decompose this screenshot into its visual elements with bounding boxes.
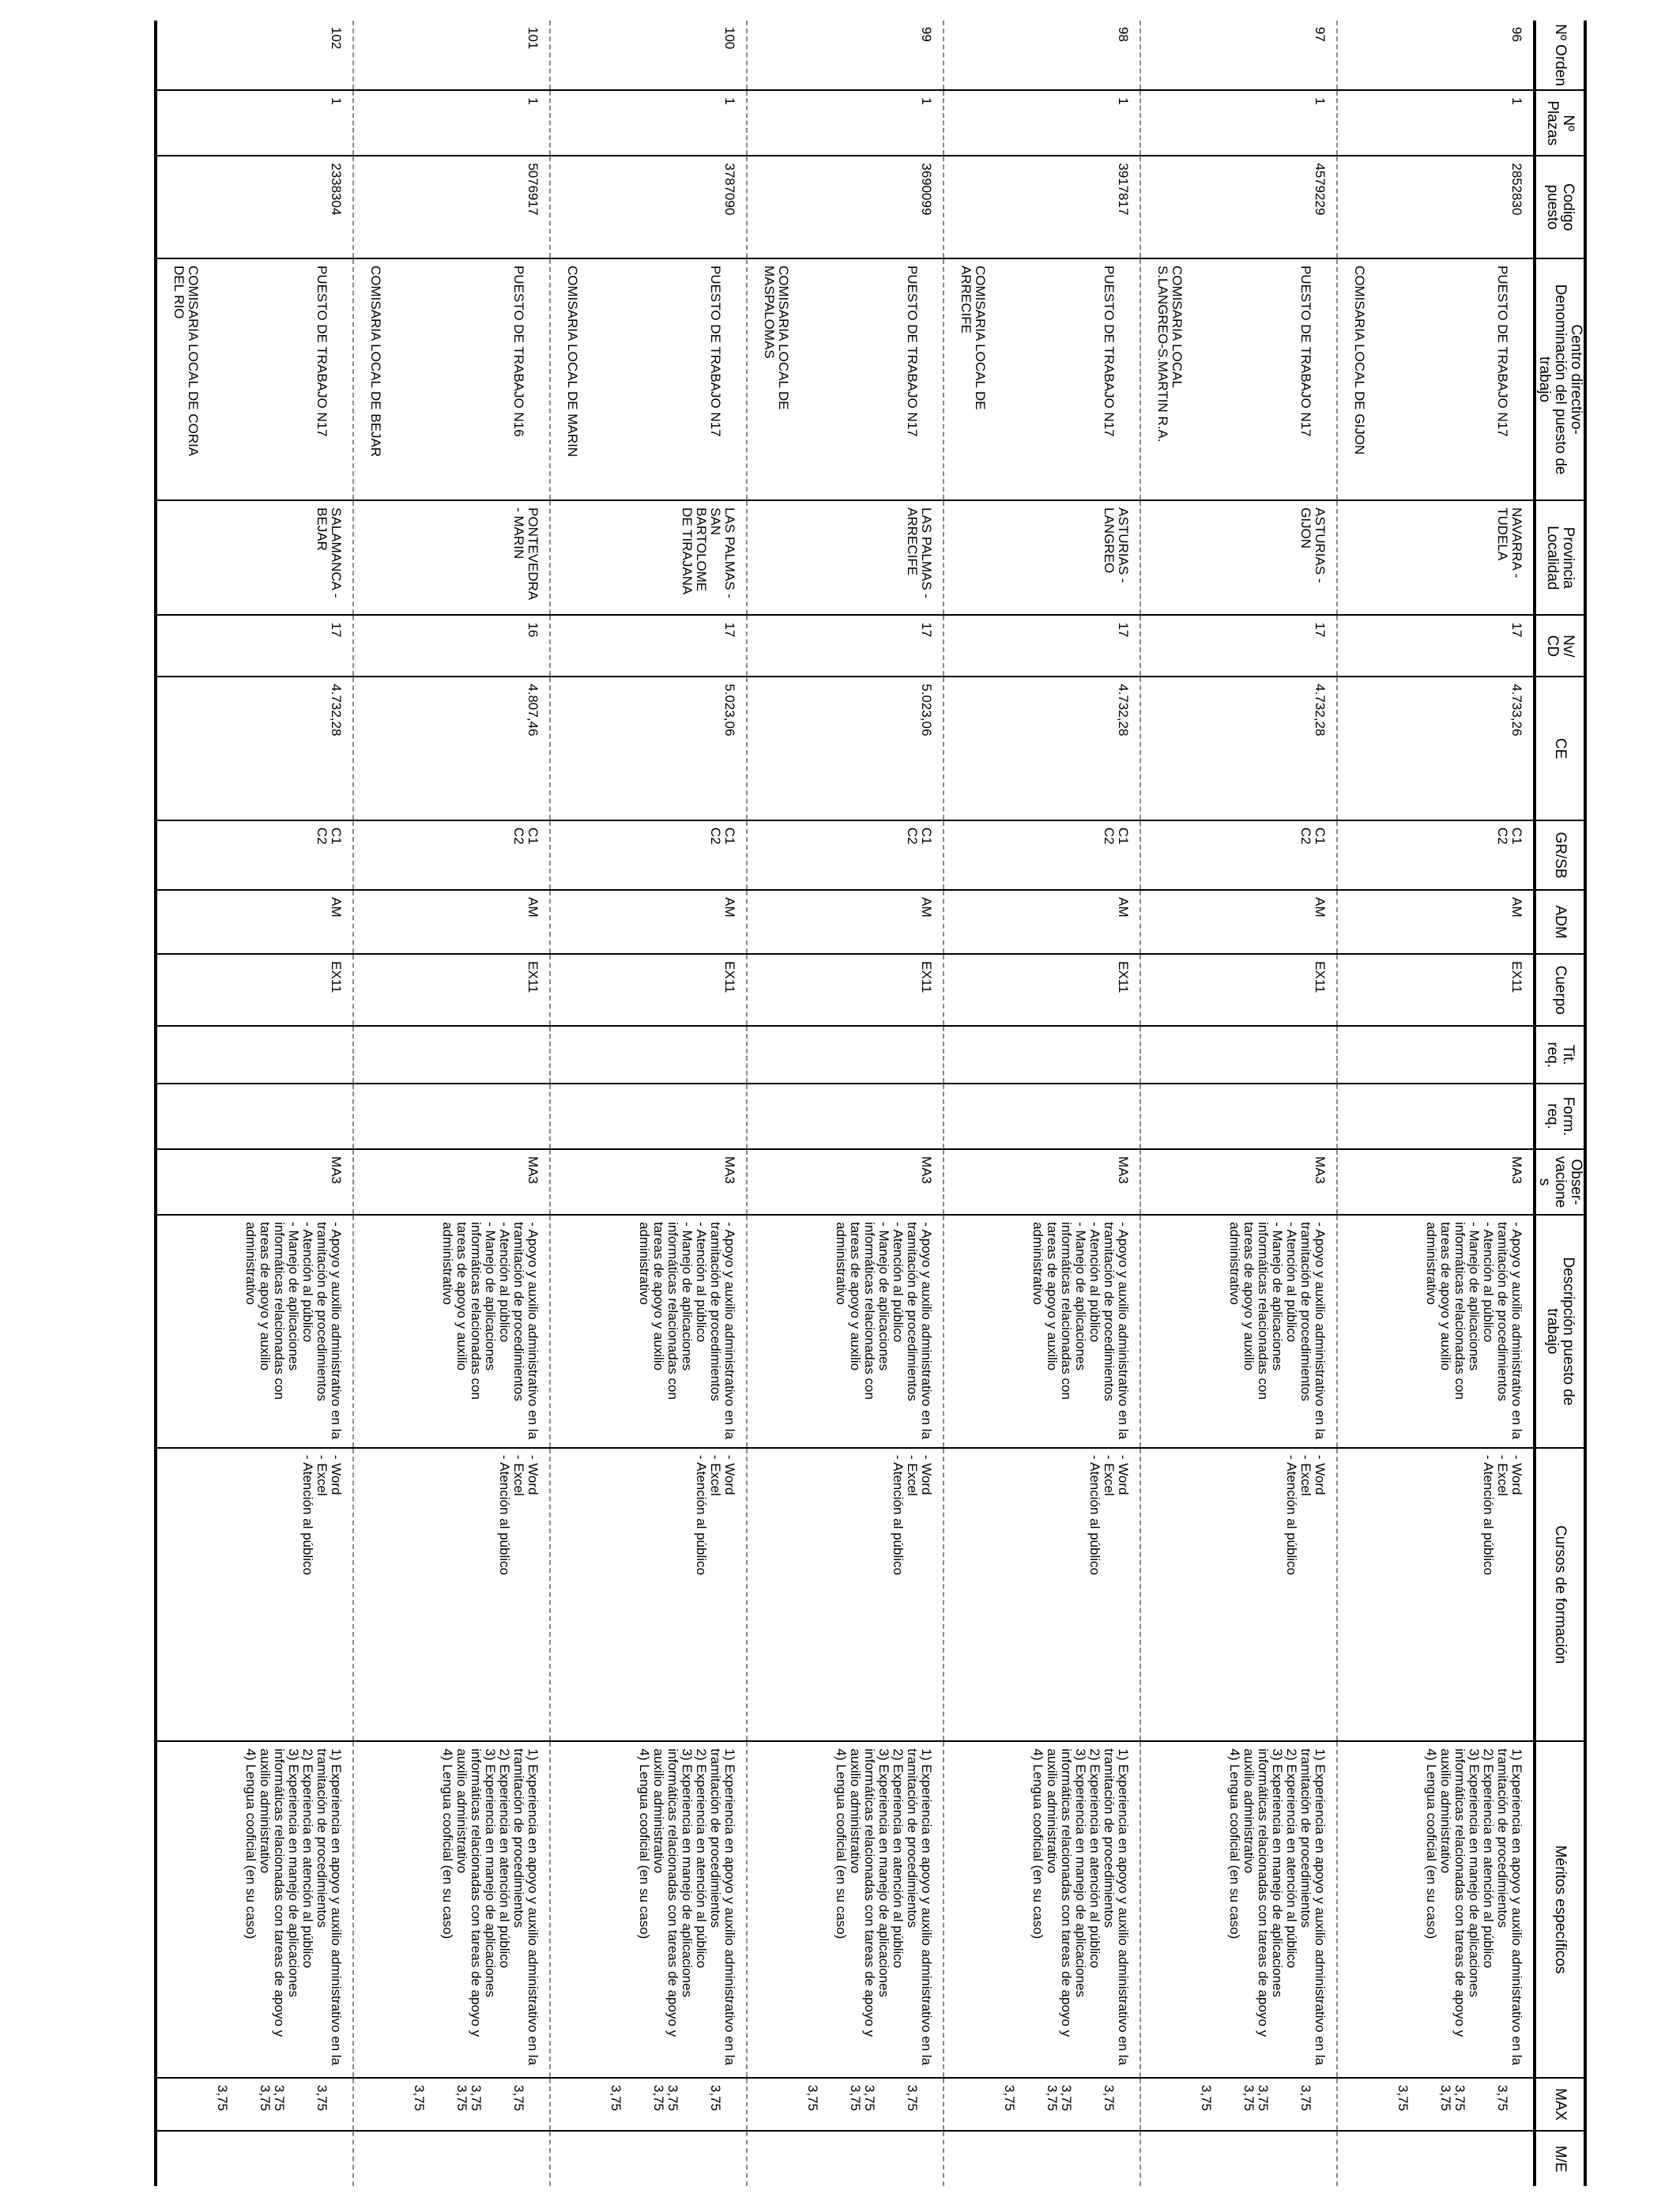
- cell-nivel: 16: [353, 615, 550, 677]
- max-value: 3,75: [1256, 2084, 1271, 2111]
- header-meritos: Méritos específicos: [1535, 1741, 1585, 2078]
- table-body: [156, 21, 1535, 2186]
- job-listings-table: [154, 21, 1587, 2186]
- cell-plazas: 1: [353, 90, 550, 156]
- header-observaciones: Obser- vaciones: [1535, 1149, 1585, 1215]
- cell-meritos: 1) Experiencia en apoyo y auxilio administrativo en la tramitación de procedimientos 2) Experiencia en atención al público 3) Experiencia en manejo de aplicaciones informáticas relacionadas con tareas de apoyo y auxilio administrativo 4) Lengua cooficial (en su caso): [1337, 1741, 1535, 2078]
- cell-orden: 99: [919, 27, 934, 42]
- header-ce: CE: [1535, 677, 1585, 820]
- max-value: 3,75: [469, 2084, 484, 2111]
- max-value: 3,75: [862, 2084, 877, 2111]
- cell-adm: AM: [550, 890, 747, 954]
- max-value: 3,75: [215, 2084, 230, 2111]
- cell-ce: 4.732,28: [156, 677, 353, 820]
- cell-plazas: 1: [1140, 90, 1337, 156]
- max-value: 3,75: [1396, 2084, 1411, 2111]
- comisaria-name: COMISARIA LOCAL DE CORIA DEL RIO: [171, 265, 201, 457]
- cell-plazas: 1: [550, 90, 747, 156]
- cell-nivel: 17: [1140, 615, 1337, 677]
- cell-provincia: SALAMANCA - BEJAR: [156, 500, 353, 615]
- cell-me: [156, 2131, 353, 2186]
- cell-descripcion: - Apoyo y auxilio administrativo en la tramitación de procedimientos - Atención al público - Manejo de aplicaciones informáticas relacionadas con tareas de apoyo y auxilio administrativo: [353, 1215, 550, 1448]
- cell-max: [156, 2078, 353, 2131]
- cell-cursos: - Word - Excel - Atención al público: [944, 1448, 1140, 1742]
- header-max: MAX: [1535, 2078, 1585, 2131]
- cell-centro: [1140, 258, 1337, 500]
- cell-meritos: 1) Experiencia en apoyo y auxilio administrativo en la tramitación de procedimientos 2) Experiencia en atención al público 3) Experiencia en manejo de aplicaciones informáticas relacionadas con tareas de apoyo y auxilio administrativo 4) Lengua cooficial (en su caso): [944, 1741, 1140, 2078]
- cell-orden: 98: [1116, 27, 1131, 42]
- cell-ce: 4.733,26: [1337, 677, 1535, 820]
- cell-nivel: 17: [550, 615, 747, 677]
- cell-centro: [944, 258, 1140, 500]
- cell-me: [550, 2131, 747, 2186]
- cell-centro: [747, 258, 944, 500]
- cell-plazas: 1: [1337, 90, 1535, 156]
- table-row: [1140, 21, 1337, 2186]
- cell-cuerpo: EX11: [353, 954, 550, 1026]
- table-row: [353, 21, 550, 2186]
- header-descripcion: Descripción puesto de trabajo: [1535, 1215, 1585, 1448]
- cell-ce: 5.023,06: [550, 677, 747, 820]
- cell-max: [1337, 2078, 1535, 2131]
- cell-nivel: 17: [156, 615, 353, 677]
- cell-me: [944, 2131, 1140, 2186]
- cell-descripcion: - Apoyo y auxilio administrativo en la tramitación de procedimientos - Atención al público - Manejo de aplicaciones informáticas relacionadas con tareas de apoyo y auxilio administrativo: [1337, 1215, 1535, 1448]
- cell-cursos: - Word - Excel - Atención al público: [550, 1448, 747, 1742]
- comisaria-name: COMISARIA LOCAL S.LANGREO-S.MARTIN R.A.: [1155, 265, 1185, 443]
- cell-provincia: NAVARRA - TUDELA: [1337, 500, 1535, 615]
- header-formacion: Form. req.: [1535, 1084, 1585, 1149]
- table-row: [550, 21, 747, 2186]
- max-value: 3,75: [1298, 2084, 1313, 2111]
- cell-grupo: C1 C2: [1337, 820, 1535, 890]
- puesto-name: PUESTO DE TRABAJO N16: [511, 265, 526, 437]
- cell-codigo: 3690099: [747, 156, 944, 258]
- cell-codigo: 2852830: [1337, 156, 1535, 258]
- cell-grupo: C1 C2: [747, 820, 944, 890]
- max-value: 3,75: [1059, 2084, 1074, 2111]
- cell-orden: 96: [1509, 27, 1524, 42]
- header-titulacion: Tit. req.: [1535, 1026, 1585, 1084]
- cell-titulacion: [353, 1026, 550, 1084]
- cell-observaciones: MA3: [550, 1149, 747, 1215]
- max-value: 3,75: [1102, 2084, 1117, 2111]
- cell-observaciones: MA3: [747, 1149, 944, 1215]
- cell-observaciones: MA3: [156, 1149, 353, 1215]
- cell-adm: AM: [944, 890, 1140, 954]
- cell-grupo: C1 C2: [1140, 820, 1337, 890]
- cell-centro: [550, 258, 747, 500]
- cell-formacion: [747, 1084, 944, 1149]
- cell-observaciones: MA3: [1337, 1149, 1535, 1215]
- cell-adm: AM: [1337, 890, 1535, 954]
- table-row: [156, 21, 353, 2186]
- header-adm: ADM: [1535, 890, 1585, 954]
- max-value: 3,75: [905, 2084, 920, 2111]
- max-value: 3,75: [454, 2084, 469, 2111]
- cell-descripcion: - Apoyo y auxilio administrativo en la tramitación de procedimientos - Atención al público - Manejo de aplicaciones informáticas relacionadas con tareas de apoyo y auxilio administrativo: [156, 1215, 353, 1448]
- cell-titulacion: [944, 1026, 1140, 1084]
- header-grupo: GR/SB: [1535, 820, 1585, 890]
- puesto-name: PUESTO DE TRABAJO N17: [905, 265, 920, 437]
- cell-formacion: [550, 1084, 747, 1149]
- cell-codigo: 3917817: [944, 156, 1140, 258]
- cell-plazas: 1: [944, 90, 1140, 156]
- cell-grupo: C1 C2: [550, 820, 747, 890]
- comisaria-name: COMISARIA LOCAL DE GIJON: [1352, 265, 1367, 455]
- cell-codigo: 3787090: [550, 156, 747, 258]
- max-value: 3,75: [1438, 2084, 1453, 2111]
- max-value: 3,75: [1045, 2084, 1060, 2111]
- cell-cuerpo: EX11: [156, 954, 353, 1026]
- header-centro: Centro directivo- Denominación del puesto de trabajo: [1535, 258, 1585, 500]
- cell-provincia: LAS PALMAS - SAN BARTOLOME DE TIRAJANA: [550, 500, 747, 615]
- max-value: 3,75: [258, 2084, 273, 2111]
- cell-centro: [156, 258, 353, 500]
- cell-orden: 97: [1313, 27, 1328, 42]
- cell-cursos: - Word - Excel - Atención al público: [1140, 1448, 1337, 1742]
- cell-nivel: 17: [747, 615, 944, 677]
- cell-cursos: - Word - Excel - Atención al público: [353, 1448, 550, 1742]
- max-value: 3,75: [608, 2084, 623, 2111]
- cell-descripcion: - Apoyo y auxilio administrativo en la tramitación de procedimientos - Atención al público - Manejo de aplicaciones informáticas relacionadas con tareas de apoyo y auxilio administrativo: [944, 1215, 1140, 1448]
- cell-nivel: 17: [1337, 615, 1535, 677]
- cell-formacion: [1337, 1084, 1535, 1149]
- header-row: [1535, 21, 1585, 2186]
- cell-grupo: C1 C2: [156, 820, 353, 890]
- cell-formacion: [944, 1084, 1140, 1149]
- comisaria-name: COMISARIA LOCAL DE BEJAR: [368, 265, 383, 458]
- cell-orden: 101: [525, 27, 541, 50]
- cell-titulacion: [747, 1026, 944, 1084]
- cell-me: [747, 2131, 944, 2186]
- cell-orden: 102: [329, 27, 344, 50]
- cell-cuerpo: EX11: [747, 954, 944, 1026]
- cell-nivel: 17: [944, 615, 1140, 677]
- header-cursos: Cursos de formación: [1535, 1448, 1585, 1742]
- cell-me: [1140, 2131, 1337, 2186]
- max-value: 3,75: [651, 2084, 666, 2111]
- cell-adm: AM: [353, 890, 550, 954]
- header-cuerpo: Cuerpo: [1535, 954, 1585, 1026]
- cell-meritos: 1) Experiencia en apoyo y auxilio administrativo en la tramitación de procedimientos 2) Experiencia en atención al público 3) Experiencia en manejo de aplicaciones informáticas relacionadas con tareas de apoyo y auxilio administrativo 4) Lengua cooficial (en su caso): [156, 1741, 353, 2078]
- max-value: 3,75: [1241, 2084, 1256, 2111]
- cell-cursos: - Word - Excel - Atención al público: [1337, 1448, 1535, 1742]
- cell-codigo: 4579229: [1140, 156, 1337, 258]
- cell-cuerpo: EX11: [550, 954, 747, 1026]
- cell-max: [353, 2078, 550, 2131]
- cell-titulacion: [550, 1026, 747, 1084]
- max-value: 3,75: [315, 2084, 330, 2111]
- max-value: 3,75: [1002, 2084, 1017, 2111]
- cell-ce: 5.023,06: [747, 677, 944, 820]
- table-row: [1337, 21, 1535, 2186]
- max-value: 3,75: [412, 2084, 427, 2111]
- cell-formacion: [1140, 1084, 1337, 1149]
- cell-formacion: [156, 1084, 353, 1149]
- cell-provincia: ASTURIAS - LANGREO: [944, 500, 1140, 615]
- cell-observaciones: MA3: [1140, 1149, 1337, 1215]
- cell-cuerpo: EX11: [1337, 954, 1535, 1026]
- cell-centro: [353, 258, 550, 500]
- max-value: 3,75: [1495, 2084, 1510, 2111]
- max-value: 3,75: [1199, 2084, 1214, 2111]
- cell-adm: AM: [1140, 890, 1337, 954]
- cell-descripcion: - Apoyo y auxilio administrativo en la tramitación de procedimientos - Atención al público - Manejo de aplicaciones informáticas relacionadas con tareas de apoyo y auxilio administrativo: [550, 1215, 747, 1448]
- cell-titulacion: [1337, 1026, 1535, 1084]
- cell-ce: 4.732,28: [944, 677, 1140, 820]
- puesto-name: PUESTO DE TRABAJO N17: [1495, 265, 1510, 437]
- cell-max: [1140, 2078, 1337, 2131]
- puesto-name: PUESTO DE TRABAJO N17: [1102, 265, 1117, 437]
- comisaria-name: COMISARIA LOCAL DE ARRECIFE: [959, 265, 988, 410]
- cell-max: [944, 2078, 1140, 2131]
- cell-provincia: PONTEVEDRA - MARIN: [353, 500, 550, 615]
- cell-titulacion: [156, 1026, 353, 1084]
- max-value: 3,75: [708, 2084, 723, 2111]
- puesto-name: PUESTO DE TRABAJO N17: [315, 265, 330, 437]
- max-value: 3,75: [1452, 2084, 1467, 2111]
- cell-ce: 4.807,46: [353, 677, 550, 820]
- cell-adm: AM: [747, 890, 944, 954]
- cell-meritos: 1) Experiencia en apoyo y auxilio administrativo en la tramitación de procedimientos 2) Experiencia en atención al público 3) Experiencia en manejo de aplicaciones informáticas relacionadas con tareas de apoyo y auxilio administrativo 4) Lengua cooficial (en su caso): [1140, 1741, 1337, 2078]
- cell-adm: AM: [156, 890, 353, 954]
- max-value: 3,75: [848, 2084, 863, 2111]
- cell-titulacion: [1140, 1026, 1337, 1084]
- max-value: 3,75: [805, 2084, 820, 2111]
- comisaria-name: COMISARIA LOCAL DE MASPALOMAS: [762, 265, 791, 410]
- cell-descripcion: - Apoyo y auxilio administrativo en la tramitación de procedimientos - Atención al público - Manejo de aplicaciones informáticas relacionadas con tareas de apoyo y auxilio administrativo: [747, 1215, 944, 1448]
- cell-grupo: C1 C2: [944, 820, 1140, 890]
- cell-codigo: 2338304: [156, 156, 353, 258]
- cell-provincia: LAS PALMAS - ARRECIFE: [747, 500, 944, 615]
- cell-grupo: C1 C2: [353, 820, 550, 890]
- header-plazas: Nº Plazas: [1535, 90, 1585, 156]
- cell-meritos: 1) Experiencia en apoyo y auxilio administrativo en la tramitación de procedimientos 2) Experiencia en atención al público 3) Experiencia en manejo de aplicaciones informáticas relacionadas con tareas de apoyo y auxilio administrativo 4) Lengua cooficial (en su caso): [353, 1741, 550, 2078]
- cell-me: [353, 2131, 550, 2186]
- cell-descripcion: - Apoyo y auxilio administrativo en la tramitación de procedimientos - Atención al público - Manejo de aplicaciones informáticas relacionadas con tareas de apoyo y auxilio administrativo: [1140, 1215, 1337, 1448]
- comisaria-name: COMISARIA LOCAL DE MARIN: [565, 265, 580, 458]
- cell-meritos: 1) Experiencia en apoyo y auxilio administrativo en la tramitación de procedimientos 2) Experiencia en atención al público 3) Experiencia en manejo de aplicaciones informáticas relacionadas con tareas de apoyo y auxilio administrativo 4) Lengua cooficial (en su caso): [550, 1741, 747, 2078]
- puesto-name: PUESTO DE TRABAJO N17: [1298, 265, 1313, 437]
- puesto-name: PUESTO DE TRABAJO N17: [708, 265, 723, 437]
- cell-provincia: ASTURIAS - GIJON: [1140, 500, 1337, 615]
- cell-cuerpo: EX11: [1140, 954, 1337, 1026]
- cell-max: [747, 2078, 944, 2131]
- cell-me: [1337, 2131, 1535, 2186]
- cell-plazas: 1: [156, 90, 353, 156]
- cell-observaciones: MA3: [944, 1149, 1140, 1215]
- cell-codigo: 5076917: [353, 156, 550, 258]
- cell-cuerpo: EX11: [944, 954, 1140, 1026]
- cell-cursos: - Word - Excel - Atención al público: [156, 1448, 353, 1742]
- header-me: M/E: [1535, 2131, 1585, 2186]
- table-row: [944, 21, 1140, 2186]
- cell-ce: 4.732,28: [1140, 677, 1337, 820]
- cell-observaciones: MA3: [353, 1149, 550, 1215]
- header-provincia: Provincia Localidad: [1535, 500, 1585, 615]
- max-value: 3,75: [511, 2084, 526, 2111]
- header-orden: Nº Orden: [1535, 21, 1585, 90]
- cell-orden: 100: [722, 27, 737, 50]
- cell-meritos: 1) Experiencia en apoyo y auxilio administrativo en la tramitación de procedimientos 2) Experiencia en atención al público 3) Experiencia en manejo de aplicaciones informáticas relacionadas con tareas de apoyo y auxilio administrativo 4) Lengua cooficial (en su caso): [747, 1741, 944, 2078]
- cell-centro: [1337, 258, 1535, 500]
- cell-max: [550, 2078, 747, 2131]
- cell-cursos: - Word - Excel - Atención al público: [747, 1448, 944, 1742]
- max-value: 3,75: [272, 2084, 287, 2111]
- max-value: 3,75: [665, 2084, 680, 2111]
- header-nivel: Nv/ CD: [1535, 615, 1585, 677]
- table-row: [747, 21, 944, 2186]
- header-codigo: Codigo puesto: [1535, 156, 1585, 258]
- cell-formacion: [353, 1084, 550, 1149]
- cell-plazas: 1: [747, 90, 944, 156]
